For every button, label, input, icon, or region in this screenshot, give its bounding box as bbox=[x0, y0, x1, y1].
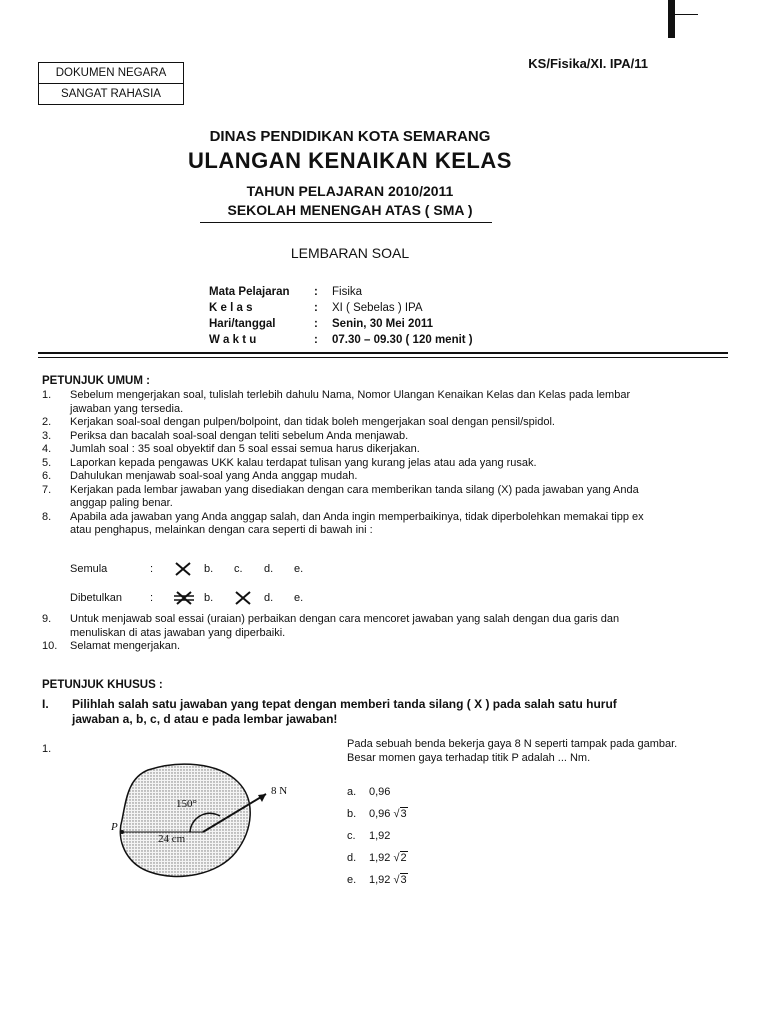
list-item: 3. Periksa dan bacalah soal-soal dengan teliti sebelum Anda menjawab. bbox=[42, 429, 409, 442]
special-instructions-title: PETUNJUK KHUSUS : bbox=[42, 679, 163, 691]
info-row-class: K e l a s : XI ( Sebelas ) IPA bbox=[209, 302, 423, 314]
list-item: 2. Kerjakan soal-soal dengan pulpen/bolpoint, dan tidak boleh mengerjakan soal dengan pensil/spidol. bbox=[42, 416, 555, 428]
classification-line-2: SANGAT RAHASIA bbox=[39, 83, 183, 104]
info-value: XI ( Sebelas ) IPA bbox=[332, 302, 423, 314]
sheet-title: LEMBARAN SOAL bbox=[290, 245, 410, 261]
list-item: 6. Dahulukan menjawab soal-soal yang Anda anggap mudah. bbox=[42, 470, 358, 482]
cross-mark-icon bbox=[174, 561, 204, 577]
info-value: 07.30 – 09.30 ( 120 menit ) bbox=[332, 334, 473, 346]
academic-year: TAHUN PELAJARAN 2010/2011 bbox=[246, 183, 454, 199]
info-value: Senin, 30 Mei 2011 bbox=[332, 318, 434, 330]
answer-choice[interactable]: e. 1,92 √3 bbox=[347, 869, 408, 891]
info-row-time: W a k t u : 07.30 – 09.30 ( 120 menit ) bbox=[209, 334, 473, 346]
document-code: KS/Fisika/XI. IPA/11 bbox=[528, 56, 648, 71]
question-text: Pada sebuah benda bekerja gaya 8 N seperti tampak pada gambar. Besar momen gaya terhadap titik P adalah ... Nm. bbox=[347, 738, 678, 764]
struck-cross-icon bbox=[174, 590, 204, 606]
cross-mark-icon bbox=[234, 590, 264, 606]
answer-choice[interactable]: d. 1,92 √2 bbox=[347, 847, 408, 869]
answer-choice[interactable]: b. 0,96 √3 bbox=[347, 803, 408, 825]
body-outline bbox=[120, 764, 250, 876]
example-label: Dibetulkan bbox=[70, 592, 122, 604]
rigid-body-figure bbox=[108, 760, 318, 885]
list-item: 10. Selamat mengerjakan. bbox=[42, 640, 181, 652]
point-label: P bbox=[111, 821, 118, 833]
general-instructions-title: PETUNJUK UMUM : bbox=[42, 375, 150, 387]
special-instructions: I. Pilihlah salah satu jawaban yang tepat dengan memberi tanda silang ( X ) pada salah satu huruf jawaban a, b, c, d atau e pada lembar jawaban! bbox=[42, 697, 617, 726]
info-key: W a k t u bbox=[209, 334, 257, 346]
general-instructions-list-continued bbox=[42, 613, 662, 654]
info-key: Hari/tanggal bbox=[209, 318, 276, 330]
answer-choice[interactable]: a. 0,96 bbox=[347, 786, 391, 798]
list-item: 1. Sebelum mengerjakan soal, tulislah terlebih dahulu Nama, Nomor Ulangan Kenaikan Kelas dan Kelas pada lembar jawaban yang tersedia. bbox=[42, 389, 631, 415]
distance-label: 24 cm bbox=[158, 833, 186, 845]
info-key: K e l a s bbox=[209, 302, 253, 314]
question-number: 1. bbox=[42, 743, 52, 755]
list-item: 9. Untuk menjawab soal essai (uraian) perbaikan dengan cara mencoret jawaban yang salah dengan dua garis dan menuliskan di atas jawaban yang diperbaiki. bbox=[42, 613, 620, 639]
example-label: Semula bbox=[70, 563, 108, 575]
agency-name: DINAS PENDIDIKAN KOTA SEMARANG bbox=[209, 128, 491, 145]
list-item: 8. Apabila ada jawaban yang Anda anggap salah, dan Anda ingin memperbaikinya, tidak diperbolehkan memakai tipp ex atau penghapus, melainkan dengan cara seperti di bawah ini : bbox=[42, 510, 644, 536]
info-row-subject: Mata Pelajaran : Fisika bbox=[209, 286, 363, 298]
example-corrected: Dibetulkan : b. d. e. bbox=[70, 592, 304, 604]
answer-choice[interactable]: c. 1,92 bbox=[347, 830, 391, 842]
header-underline bbox=[200, 222, 492, 223]
exam-info-table bbox=[209, 284, 473, 348]
square-root: √3 bbox=[393, 808, 407, 820]
list-item: 5. Laporkan kepada pengawas UKK kalau terdapat tulisan yang kurang jelas atau ada yang rusak. bbox=[42, 456, 537, 469]
exam-title: ULANGAN KENAIKAN KELAS bbox=[188, 148, 512, 173]
example-original: Semula : b. c. d. e. bbox=[70, 563, 304, 575]
answer-choices bbox=[347, 781, 408, 891]
angle-label: 150° bbox=[176, 798, 197, 810]
corner-mark-line bbox=[668, 14, 698, 15]
school-level: SEKOLAH MENENGAH ATAS ( SMA ) bbox=[227, 202, 473, 218]
divider-thick bbox=[38, 352, 728, 354]
info-value: Fisika bbox=[332, 286, 363, 298]
list-item: 4. Jumlah soal : 35 soal obyektif dan 5 soal essai semua harus dikerjakan. bbox=[42, 443, 420, 455]
square-root: √2 bbox=[393, 852, 407, 864]
classification-line-1: DOKUMEN NEGARA bbox=[55, 67, 167, 79]
corner-mark bbox=[668, 0, 675, 38]
list-item: 7. Kerjakan pada lembar jawaban yang disediakan dengan cara memberikan tanda silang (X) pada jawaban yang Anda anggap paling benar. bbox=[42, 483, 639, 509]
classification-box bbox=[38, 62, 184, 105]
general-instructions-list bbox=[42, 389, 662, 538]
square-root: √3 bbox=[393, 874, 407, 886]
info-row-date: Hari/tanggal : Senin, 30 Mei 2011 bbox=[209, 318, 434, 330]
divider-thin bbox=[38, 357, 728, 358]
info-key: Mata Pelajaran bbox=[209, 286, 290, 298]
force-label: 8 N bbox=[271, 785, 288, 797]
